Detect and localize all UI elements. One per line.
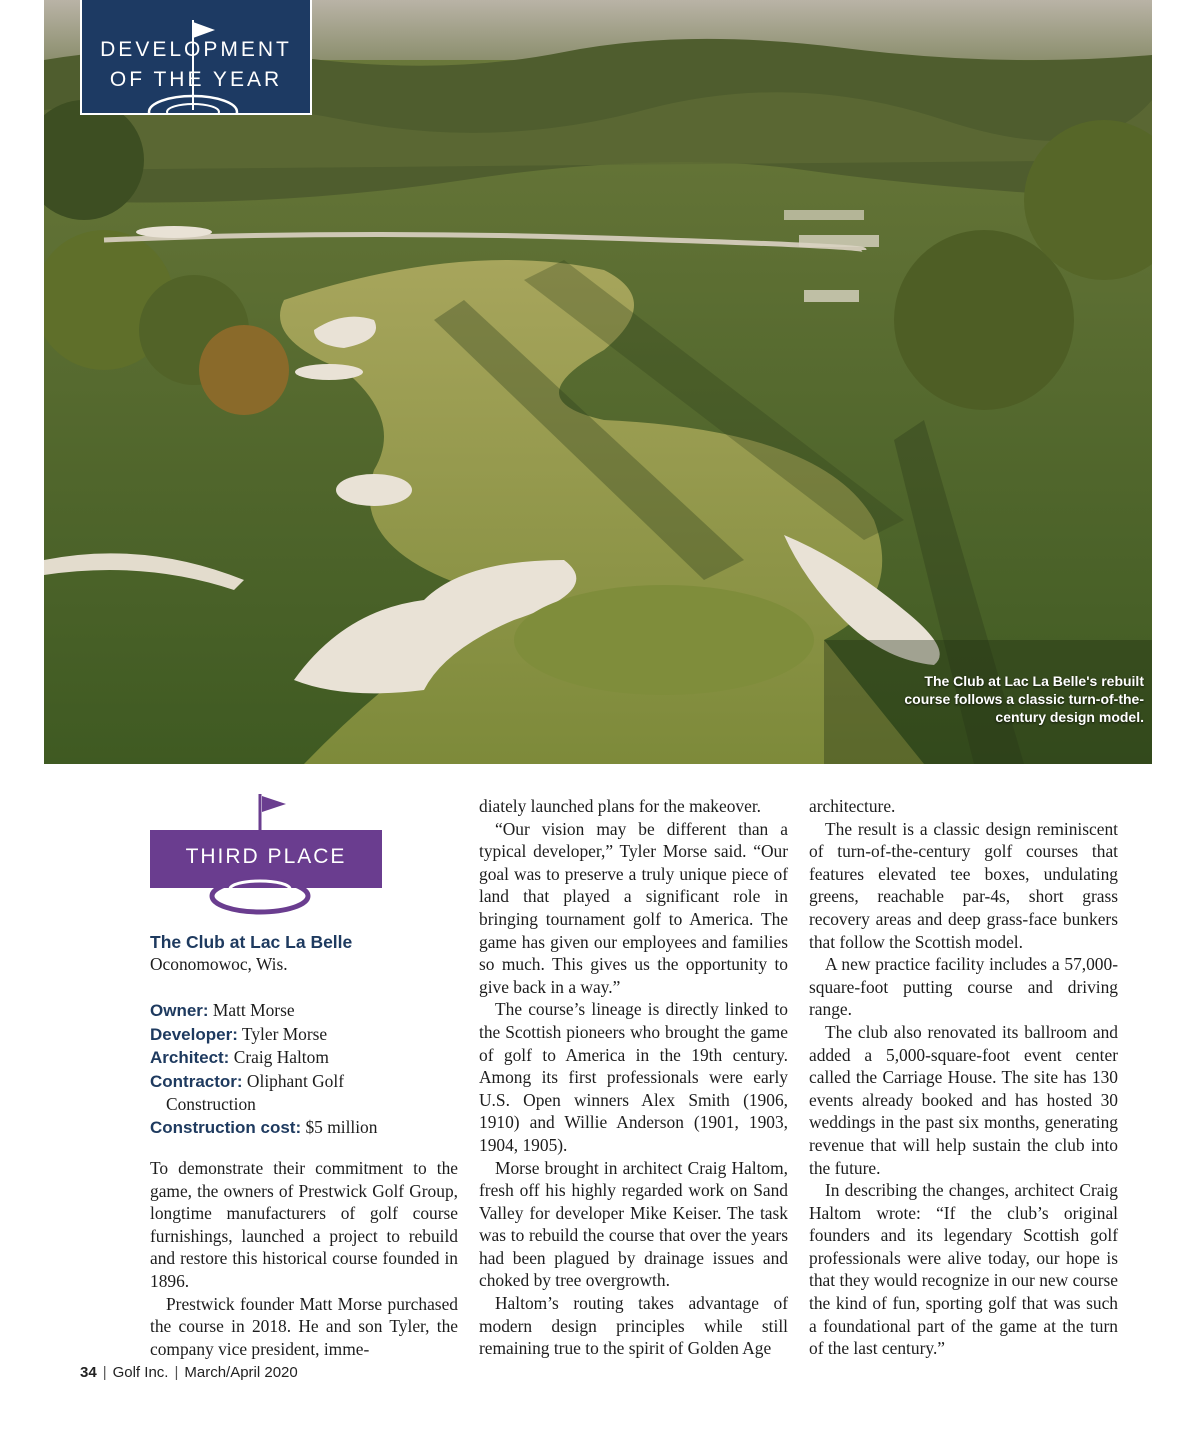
club-name: The Club at Lac La Belle	[150, 932, 353, 952]
paragraph: To demonstrate their commitment to the game, the owners of Prestwick Golf Group, longtime manufacturers of golf course furnishings, launched a project to rebuild and restore this historical course founded in 1896.	[150, 1158, 458, 1291]
banner-line-2: OF THE YEAR	[109, 68, 283, 91]
paragraph: The club also renovated its ballroom and added a 5,000-square-foot event center called the Carriage House. The site has 130 events already booked and has hosted 30 weddings in the past six months, generating revenue that will help sustain the club into the future.	[809, 1021, 1118, 1178]
fact-developer: Developer: Tyler Morse	[150, 1023, 328, 1044]
club-location: Oconomowoc, Wis.	[150, 954, 288, 974]
article-column-3	[809, 795, 1118, 1360]
paragraph: Haltom’s routing takes advantage of modern design principles while still remaining true to the spirit of Golden Age	[479, 1293, 788, 1359]
paragraph: Morse brought in architect Craig Haltom, fresh off his highly regarded work on Sand Valley for developer Mike Keiser. The task was to rebuild the course that over the years had been plagued by drainage issues and choked by tree overgrowth.	[479, 1157, 788, 1291]
page-footer: 34 | Golf Inc. | March/April 2020	[80, 1364, 298, 1381]
page-number: 34	[80, 1364, 97, 1381]
article-column-2	[479, 795, 788, 1360]
paragraph: The course’s lineage is directly linked to the Scottish pioneers who brought the game of golf to America in the 19th century. Among its first professionals were early U.S. Open winners Alex Smith (1906, 1910) and Willie Anderson (1901, 1903, 1904, 1905).	[479, 999, 788, 1155]
development-of-the-year-banner	[80, 0, 312, 115]
fact-construction-cost: Construction cost: $5 million	[150, 1116, 378, 1137]
photo-caption: The Club at Lac La Belle's rebuilt course follows a classic turn-of-the-century design model.	[904, 673, 1144, 725]
article-column-1	[150, 1157, 458, 1360]
paragraph: Prestwick founder Matt Morse purchased the course in 2018. He and son Tyler, the company vice president, imme-	[150, 1293, 458, 1359]
fact-owner: Owner: Matt Morse	[150, 1000, 295, 1020]
paragraph: “Our vision may be different than a typical developer,” Tyler Morse said. “Our goal was to preserve a truly unique piece of land that played a significant role in bringing tournament golf to America. The game has given our employees and families so much. This gives us the opportunity to give back in a way.”	[479, 818, 788, 997]
project-facts	[150, 999, 460, 1139]
magazine-name: Golf Inc.	[112, 1364, 169, 1381]
paragraph: In describing the changes, architect Craig Haltom wrote: “If the club’s original founders and its legendary Scottish golf professionals were alive today, our hope is that they would recognize in our new course the kind of fun, sporting golf that was such a foundational part of the game at the turn of the last century.”	[809, 1180, 1118, 1359]
paragraph: The result is a classic design reminiscent of turn-of-the-century golf courses that features elevated tee boxes, undulating greens, reachable par-4s, short grass recovery areas and deep grass-face bunkers that follow the Scottish model.	[809, 818, 1118, 952]
paragraph: diately launched plans for the makeover.	[479, 796, 762, 816]
fact-architect: Architect: Craig Haltom	[150, 1047, 329, 1067]
paragraph: architecture.	[809, 796, 896, 816]
banner-line-1: DEVELOPMENT	[100, 38, 292, 61]
third-place-label: THIRD PLACE	[185, 845, 347, 868]
flag-icon	[262, 796, 286, 812]
fact-contractor: Contractor: Oliphant Golf Construction	[150, 1070, 345, 1114]
issue-date: March/April 2020	[184, 1364, 298, 1381]
paragraph: A new practice facility includes a 57,000-square-foot putting course and driving range.	[809, 954, 1118, 1020]
